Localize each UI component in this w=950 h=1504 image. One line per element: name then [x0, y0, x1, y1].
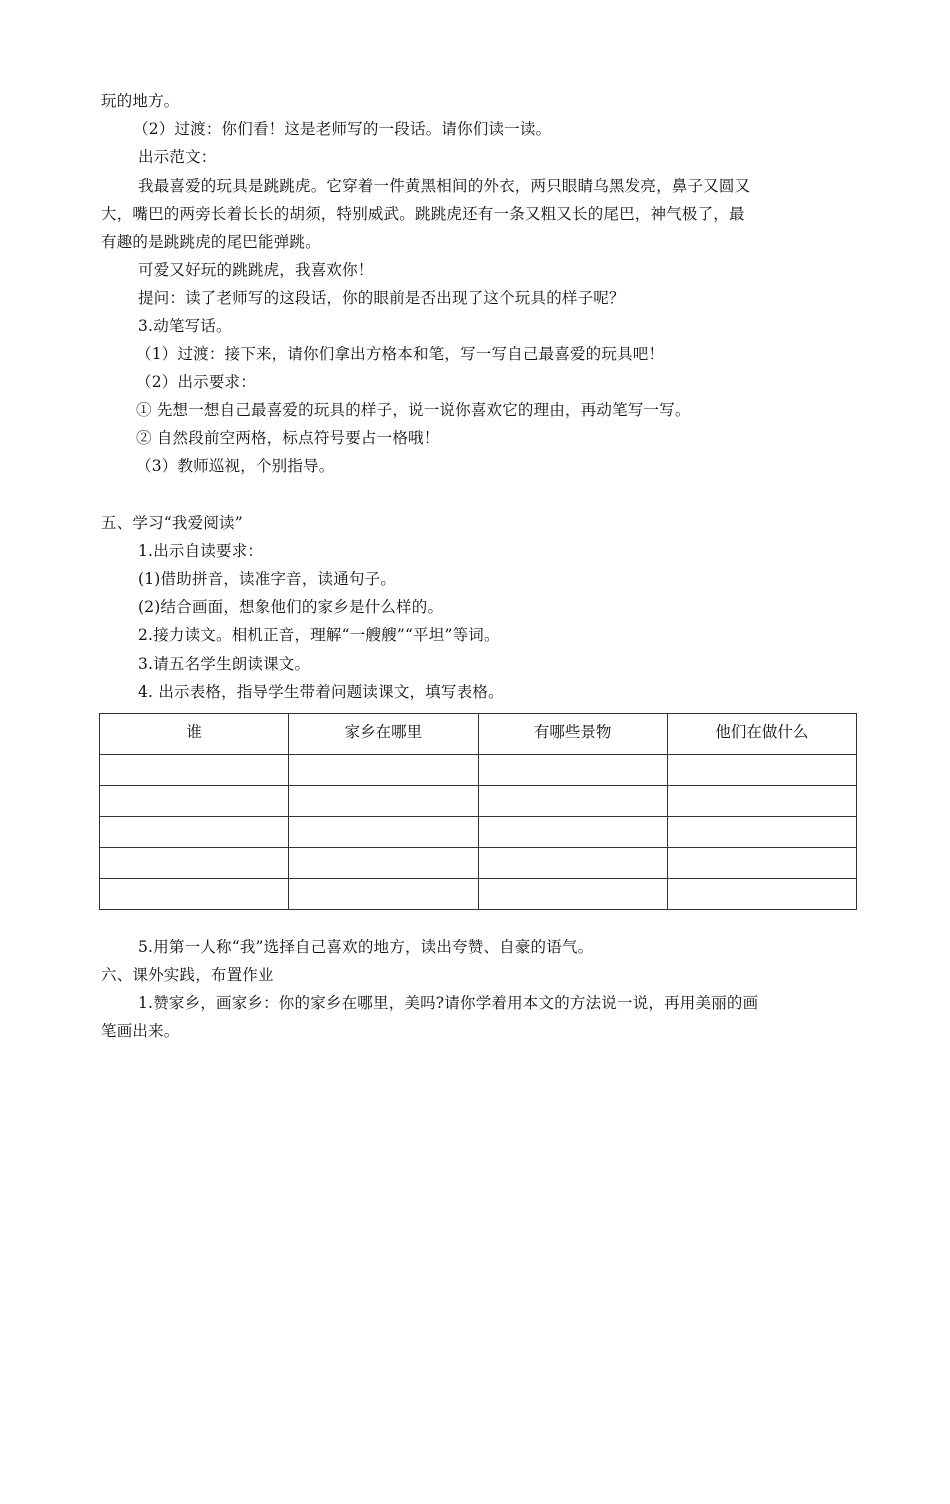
table-cell — [667, 817, 856, 848]
table-cell — [478, 848, 667, 879]
paragraph-line: ② 自然段前空两格，标点符号要占一格哦！ — [136, 429, 440, 447]
table-cell — [100, 879, 289, 910]
paragraph-line: 提问：读了老师写的这段话，你的眼前是否出现了这个玩具的样子呢？ — [138, 289, 625, 307]
table-cell — [478, 817, 667, 848]
table-header-cell: 谁 — [100, 714, 289, 755]
section-heading: 五、学习“我爱阅读” — [101, 514, 243, 532]
table-header-row — [100, 714, 857, 755]
table-header-cell: 有哪些景物 — [478, 714, 667, 755]
paragraph-line: 2.接力读文。相机正音，理解“一艘艘”“平坦”等词。 — [138, 626, 500, 644]
table-row — [100, 786, 857, 817]
table-row — [100, 879, 857, 910]
table-cell — [100, 817, 289, 848]
table-cell — [289, 755, 478, 786]
table-cell — [478, 786, 667, 817]
paragraph-line: （2）出示要求： — [136, 373, 256, 391]
table-cell — [289, 879, 478, 910]
section-heading: 六、课外实践，布置作业 — [101, 966, 274, 984]
table-cell — [667, 879, 856, 910]
table-cell — [289, 848, 478, 879]
paragraph-line: ① 先想一想自己最喜爱的玩具的样子，说一说你喜欢它的理由，再动笔写一写。 — [136, 401, 691, 419]
paragraph-line: 出示范文： — [138, 148, 217, 166]
table-cell — [667, 848, 856, 879]
table-header-cell: 他们在做什么 — [667, 714, 856, 755]
table-cell — [478, 879, 667, 910]
table-header-cell: 家乡在哪里 — [289, 714, 478, 755]
table-cell — [667, 786, 856, 817]
reading-table — [99, 713, 857, 910]
paragraph-line: (1)借助拼音，读准字音，读通句子。 — [138, 570, 397, 588]
paragraph-line: 我最喜爱的玩具是跳跳虎。它穿着一件黄黑相间的外衣，两只眼睛乌黑发亮，鼻子又圆又 — [138, 177, 751, 195]
table-row — [100, 755, 857, 786]
table-row — [100, 817, 857, 848]
paragraph-line: 3.动笔写话。 — [138, 317, 232, 335]
paragraph-line: (2)结合画面，想象他们的家乡是什么样的。 — [138, 598, 444, 616]
paragraph-line: 3.请五名学生朗读课文。 — [138, 655, 311, 673]
table-cell — [667, 755, 856, 786]
table-cell — [289, 817, 478, 848]
paragraph-line: 1.赞家乡，画家乡：你的家乡在哪里，美吗?请你学着用本文的方法说一说，再用美丽的画 — [138, 994, 759, 1012]
paragraph-line: （2）过渡：你们看！这是老师写的一段话。请你们读一读。 — [133, 120, 552, 138]
table-cell — [478, 755, 667, 786]
table-cell — [100, 786, 289, 817]
table-cell — [100, 755, 289, 786]
paragraph-line: 可爱又好玩的跳跳虎，我喜欢你！ — [138, 261, 374, 279]
table-row — [100, 848, 857, 879]
paragraph-line: （1）过渡：接下来，请你们拿出方格本和笔，写一写自己最喜爱的玩具吧！ — [136, 345, 665, 363]
paragraph-line: 有趣的是跳跳虎的尾巴能弹跳。 — [101, 233, 321, 251]
paragraph-line: 笔画出来。 — [101, 1022, 180, 1040]
paragraph-line: 1.出示自读要求： — [138, 542, 264, 560]
table-cell — [100, 848, 289, 879]
paragraph-line: 玩的地方。 — [101, 92, 180, 110]
paragraph-line: 大，嘴巴的两旁长着长长的胡须，特别威武。跳跳虎还有一条又粗又长的尾巴，神气极了，最 — [101, 205, 745, 223]
paragraph-line: 5.用第一人称“我”选择自己喜欢的地方，读出夸赞、自豪的语气。 — [138, 938, 594, 956]
paragraph-line: 4. 出示表格，指导学生带着问题读课文，填写表格。 — [138, 683, 504, 701]
paragraph-line: （3）教师巡视，个别指导。 — [136, 457, 335, 475]
table-cell — [289, 786, 478, 817]
